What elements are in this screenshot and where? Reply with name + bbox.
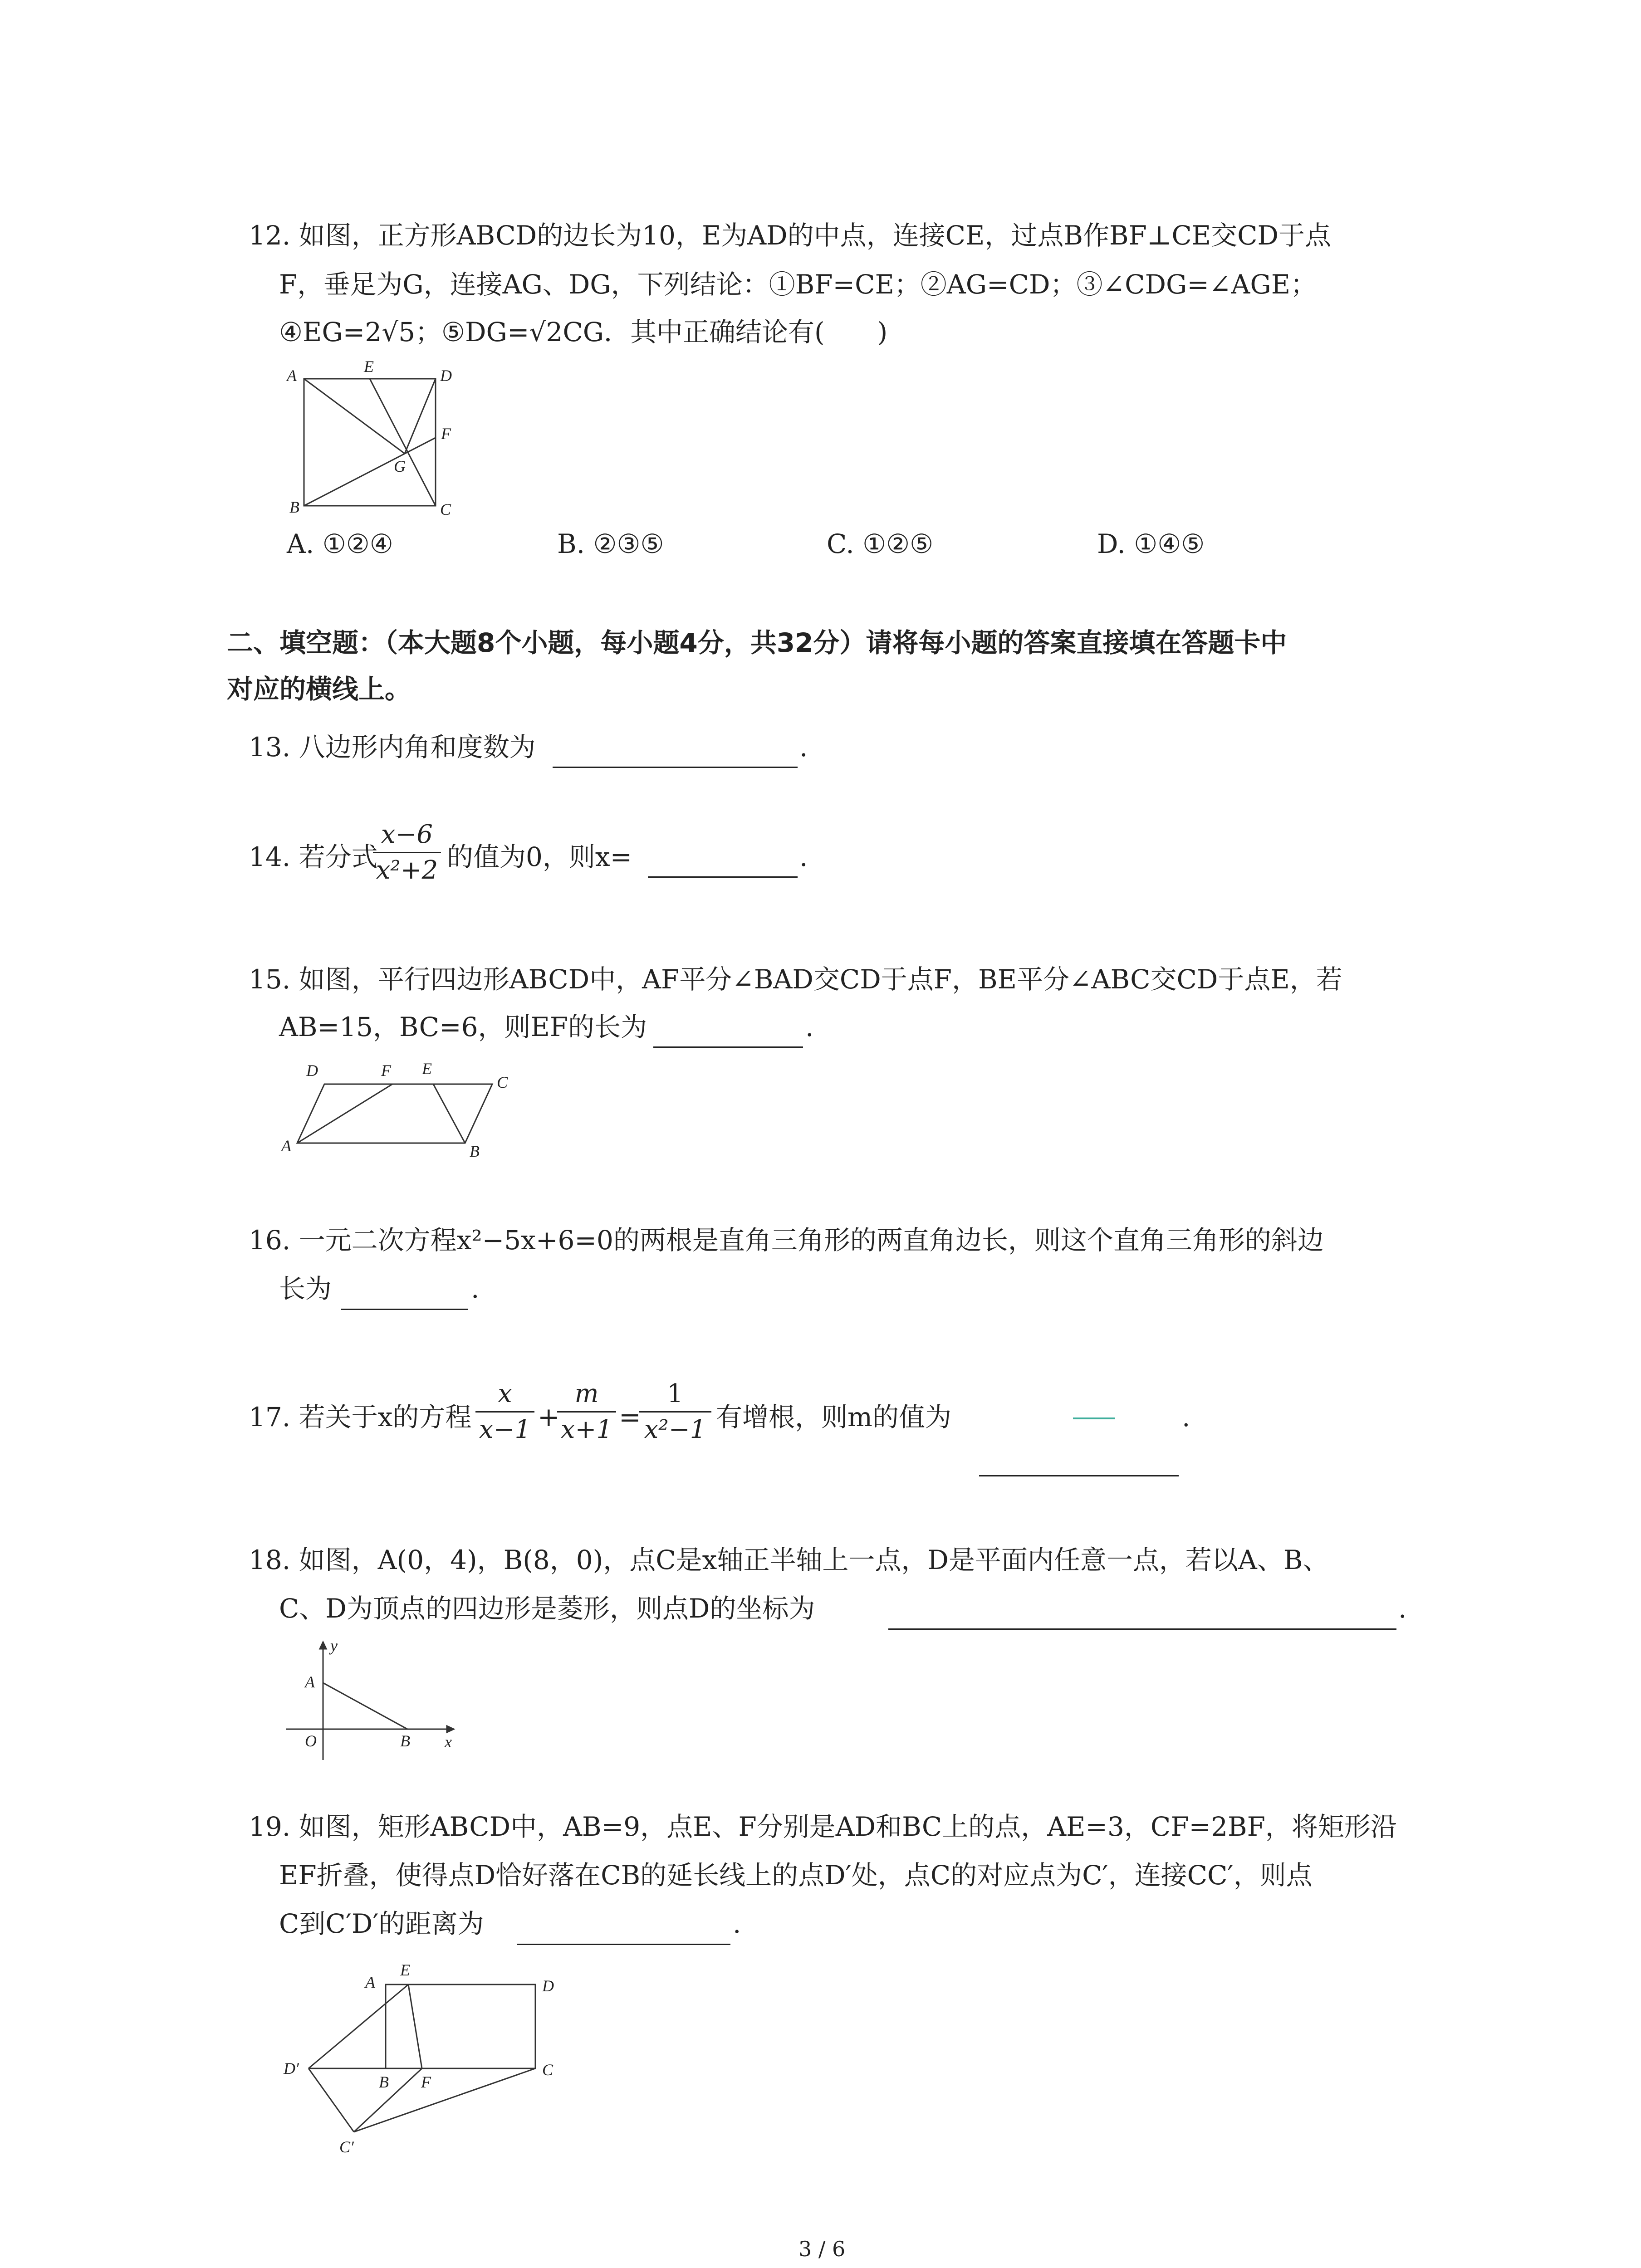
q15-answer-blank[interactable] (653, 1046, 803, 1048)
q17-frac3-denominator: x²−1 (644, 1415, 706, 1444)
q17-frac1-numerator: x (498, 1379, 512, 1408)
q18-coordinate-figure (272, 1633, 463, 1765)
q17-frac3-bar (639, 1411, 711, 1413)
q14-end: . (799, 841, 808, 872)
q17-frac1-bar (475, 1411, 534, 1413)
q17-frac2-denominator: x+1 (560, 1415, 613, 1444)
q19-label-a: A (365, 1973, 375, 1991)
q18-label-o: O (305, 1732, 317, 1750)
q14-numerator: x−6 (381, 820, 433, 849)
q12-option-c: C. ①②⑤ (827, 528, 934, 559)
q17-fraction-1 (475, 1381, 534, 1442)
q17-answer-blank[interactable] (979, 1475, 1179, 1476)
q17-plus: + (538, 1402, 560, 1432)
q17-suffix: 有增根，则m的值为 (716, 1402, 951, 1432)
q12-label-f: F (441, 425, 451, 443)
q18-label-x: x (445, 1733, 452, 1751)
q17-fraction-2 (557, 1381, 616, 1442)
q17-frac2-numerator: m (574, 1379, 599, 1408)
q18-line2: C、D为顶点的四边形是菱形，则点D的坐标为 (279, 1593, 815, 1624)
q12-square-figure (281, 358, 463, 526)
q19-label-e: E (400, 1961, 410, 1979)
q14-answer-blank[interactable] (648, 876, 798, 878)
q14-fraction-bar (373, 852, 441, 853)
q16-line1: 16. 一元二次方程x²−5x+6=0的两根是直角三角形的两直角边长，则这个直角三角形的斜边 (249, 1225, 1324, 1256)
q19-rectangle-fold-figure (277, 1950, 572, 2159)
q18-line1: 18. 如图，A(0，4)，B(8，0)，点C是x轴正半轴上一点，D是平面内任意一点，若以A、B、 (249, 1545, 1329, 1575)
q12-label-e: E (364, 358, 374, 376)
q15-parallelogram-figure (277, 1052, 531, 1166)
q12-option-d: D. ①④⑤ (1097, 528, 1205, 559)
q16-end: . (471, 1273, 480, 1304)
q12-label-a: A (287, 367, 297, 385)
q15-label-f: F (381, 1061, 391, 1080)
q17-frac3-numerator: 1 (667, 1379, 683, 1408)
q13-end: . (799, 732, 808, 763)
q12-label-g: G (394, 457, 406, 475)
q19-answer-blank[interactable] (517, 1944, 730, 1945)
q19-line3: C到C′D′的距离为 (279, 1908, 484, 1939)
q12-label-b: B (289, 498, 299, 516)
q13-text: 13. 八边形内角和度数为 (249, 732, 536, 763)
q18-answer-blank[interactable] (888, 1628, 1396, 1630)
q15-label-a: A (281, 1137, 291, 1155)
q18-label-b: B (400, 1732, 410, 1750)
q19-label-c-prime: C′ (339, 2138, 354, 2156)
q19-label-c: C (542, 2061, 554, 2079)
q17-prefix: 17. 若关于x的方程 (249, 1402, 472, 1432)
q15-line1: 15. 如图，平行四边形ABCD中，AF平分∠BAD交CD于点F，BE平分∠ABC交CD于点E，若 (249, 964, 1342, 995)
q15-end: . (805, 1012, 814, 1042)
q14-fraction (373, 822, 441, 883)
q17-fraction-3 (639, 1381, 711, 1442)
q19-line2: EF折叠，使得点D恰好落在CB的延长线上的点D′处，点C的对应点为C′，连接CC′，则点 (279, 1860, 1313, 1891)
q17-end: . (1182, 1402, 1190, 1432)
q19-label-d: D (542, 1977, 554, 1995)
q19-line1: 19. 如图，矩形ABCD中，AB=9，点E、F分别是AD和BC上的点，AE=3，CF=2BF，将矩形沿 (249, 1811, 1397, 1842)
section2-heading-line2: 对应的横线上。 (227, 674, 411, 704)
q14-denominator: x²+2 (376, 855, 438, 885)
q17-green-dash (1073, 1418, 1115, 1419)
q19-label-d-prime: D′ (284, 2059, 299, 2077)
q15-label-b: B (470, 1142, 480, 1160)
q15-label-d: D (306, 1061, 318, 1080)
q15-label-e: E (422, 1060, 432, 1078)
q18-label-a: A (305, 1673, 315, 1691)
q12-label-d: D (440, 367, 452, 385)
page-number: 3 / 6 (798, 2237, 846, 2261)
q19-end: . (733, 1908, 741, 1939)
q15-label-c: C (497, 1073, 508, 1091)
q19-label-b: B (379, 2073, 389, 2091)
q12-line1: 12. 如图，正方形ABCD的边长为10，E为AD的中点，连接CE，过点B作BF⊥CE交CD于点 (249, 220, 1332, 251)
q16-line2: 长为 (279, 1273, 332, 1304)
q19-label-f: F (421, 2073, 431, 2091)
q14-prefix: 14. 若分式 (249, 841, 378, 872)
q12-option-b: B. ②③⑤ (557, 528, 664, 559)
q14-suffix: 的值为0，则x= (447, 841, 632, 872)
section2-heading-line1: 二、填空题：（本大题8个小题，每小题4分，共32分）请将每小题的答案直接填在答题卡中 (227, 627, 1287, 658)
q17-frac1-denominator: x−1 (479, 1415, 531, 1444)
q12-label-c: C (440, 500, 451, 518)
q12-line3: ④EG=2√5；⑤DG=√2CG．其中正确结论有( ) (279, 317, 888, 347)
q17-equals: = (619, 1402, 641, 1432)
q15-line2: AB=15，BC=6，则EF的长为 (279, 1012, 647, 1042)
q18-end: . (1398, 1593, 1407, 1624)
q12-option-a: A. ①②④ (287, 528, 393, 559)
q12-line2: F，垂足为G，连接AG、DG，下列结论：①BF=CE；②AG=CD；③∠CDG=∠AGE； (279, 269, 1317, 300)
q18-label-y: y (330, 1637, 338, 1655)
q13-answer-blank[interactable] (553, 767, 798, 768)
q16-answer-blank[interactable] (341, 1309, 468, 1310)
q17-frac2-bar (557, 1411, 616, 1413)
